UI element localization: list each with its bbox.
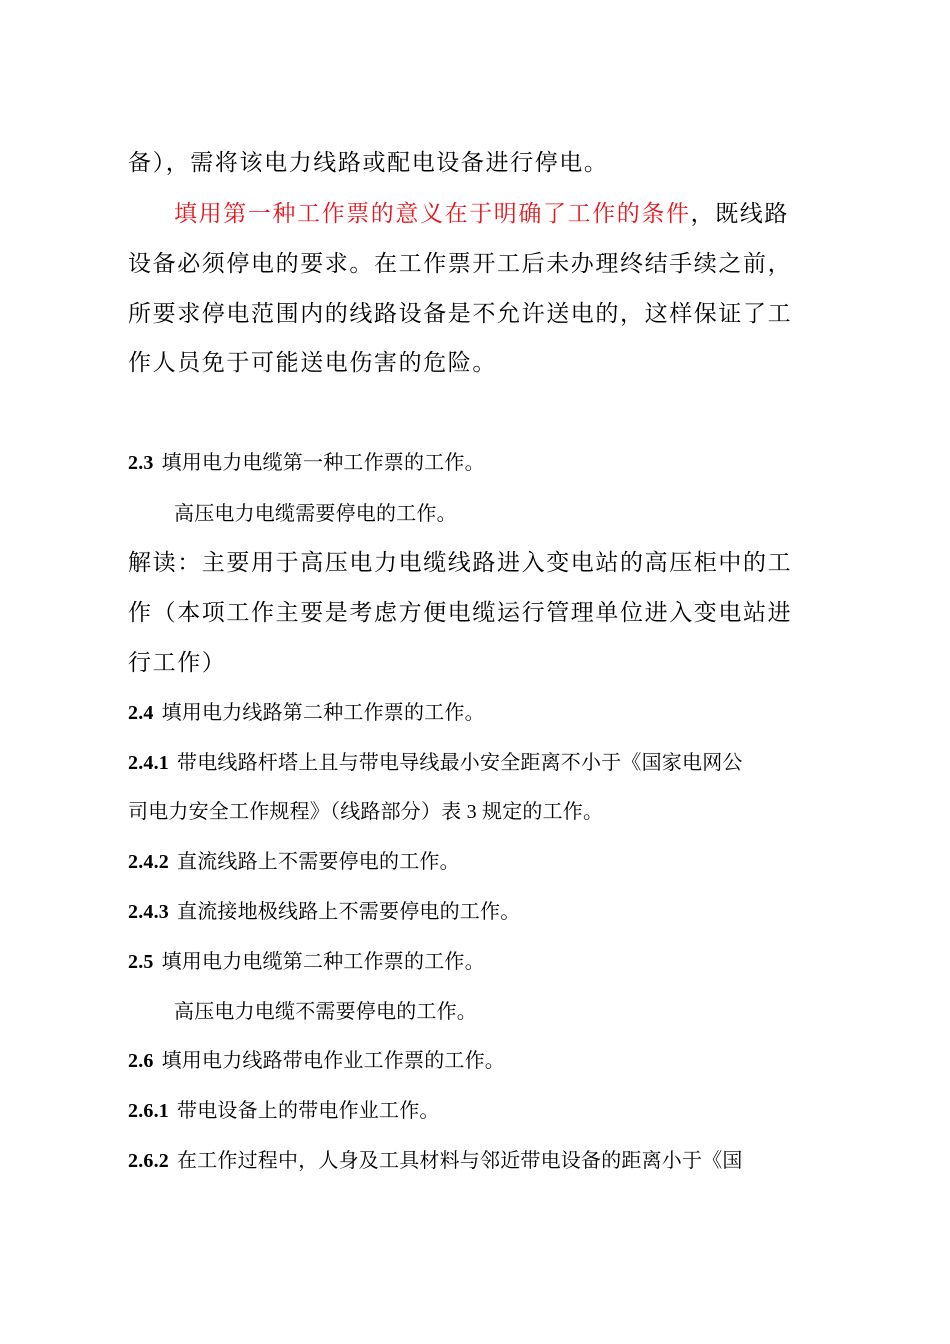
text-span: 作人员免于可能送电伤害的危险。: [128, 350, 497, 376]
text-span: 作（本项工作主要是考虑方便电缆运行管理单位进入变电站进: [128, 600, 793, 626]
paragraph-line: [174, 203, 874, 226]
text-span: 设备必须停电的要求。在工作票开工后未办理终结手续之前，: [128, 251, 793, 277]
text-span: 司电力安全工作规程》（线路部分）表 3 规定的工作。: [128, 801, 604, 823]
section-title: 直流接地极线路上不需要停电的工作。: [177, 901, 521, 923]
commentary-line: [128, 552, 828, 575]
section-number: 2.6: [128, 1050, 154, 1072]
paragraph-line: [128, 303, 828, 326]
section-heading: [128, 952, 828, 972]
section-number: 2.6.2: [128, 1150, 169, 1172]
paragraph-line: [128, 352, 828, 375]
paragraph-line: [128, 253, 828, 276]
section-body: [128, 802, 828, 822]
section-number: 2.4.3: [128, 901, 169, 923]
section-title: 带电线路杆塔上且与带电导线最小安全距离不小于《国家电网公: [177, 752, 743, 774]
section-body: [174, 1002, 874, 1022]
section-number: 2.6.1: [128, 1100, 169, 1122]
paragraph-line: [128, 152, 828, 175]
text-span: 高压电力电缆需要停电的工作。: [174, 503, 457, 525]
section-heading: [128, 902, 828, 922]
section-title: 直流线路上不需要停电的工作。: [177, 851, 460, 873]
text-span: 所要求停电范围内的线路设备是不允许送电的，这样保证了工: [128, 301, 793, 327]
section-heading: [128, 1051, 828, 1071]
section-number: 2.4: [128, 702, 154, 724]
text-span: 行工作）: [128, 650, 227, 676]
section-number: 2.5: [128, 951, 154, 973]
section-heading: [128, 753, 828, 773]
section-heading: [128, 453, 828, 473]
section-number: 2.4.1: [128, 752, 169, 774]
section-heading: [128, 703, 828, 723]
text-span: 高压电力电缆不需要停电的工作。: [174, 1001, 477, 1023]
section-title: 带电设备上的带电作业工作。: [177, 1100, 440, 1122]
section-title: 填用电力线路带电作业工作票的工作。: [161, 1050, 506, 1072]
section-body: [174, 504, 874, 524]
section-number: 2.4.2: [128, 851, 169, 873]
text-span: ，既线路: [690, 201, 790, 227]
highlighted-text: 填用第一种工作票的意义在于明确了工作的条件: [174, 201, 691, 227]
section-heading: [128, 1151, 828, 1171]
section-title: 填用电力电缆第二种工作票的工作。: [161, 951, 485, 973]
section-heading: [128, 1101, 828, 1121]
commentary-line: [128, 652, 828, 675]
text-span: 解读：主要用于高压电力电缆线路进入变电站的高压柜中的工: [128, 550, 793, 576]
commentary-line: [128, 602, 828, 625]
section-title: 填用电力线路第二种工作票的工作。: [161, 702, 485, 724]
section-title: 在工作过程中，人身及工具材料与邻近带电设备的距离小于《国: [177, 1150, 743, 1172]
section-heading: [128, 852, 828, 872]
section-number: 2.3: [128, 452, 154, 474]
text-span: 备），需将该电力线路或配电设备进行停电。: [128, 150, 609, 176]
section-title: 填用电力电缆第一种工作票的工作。: [161, 452, 485, 474]
